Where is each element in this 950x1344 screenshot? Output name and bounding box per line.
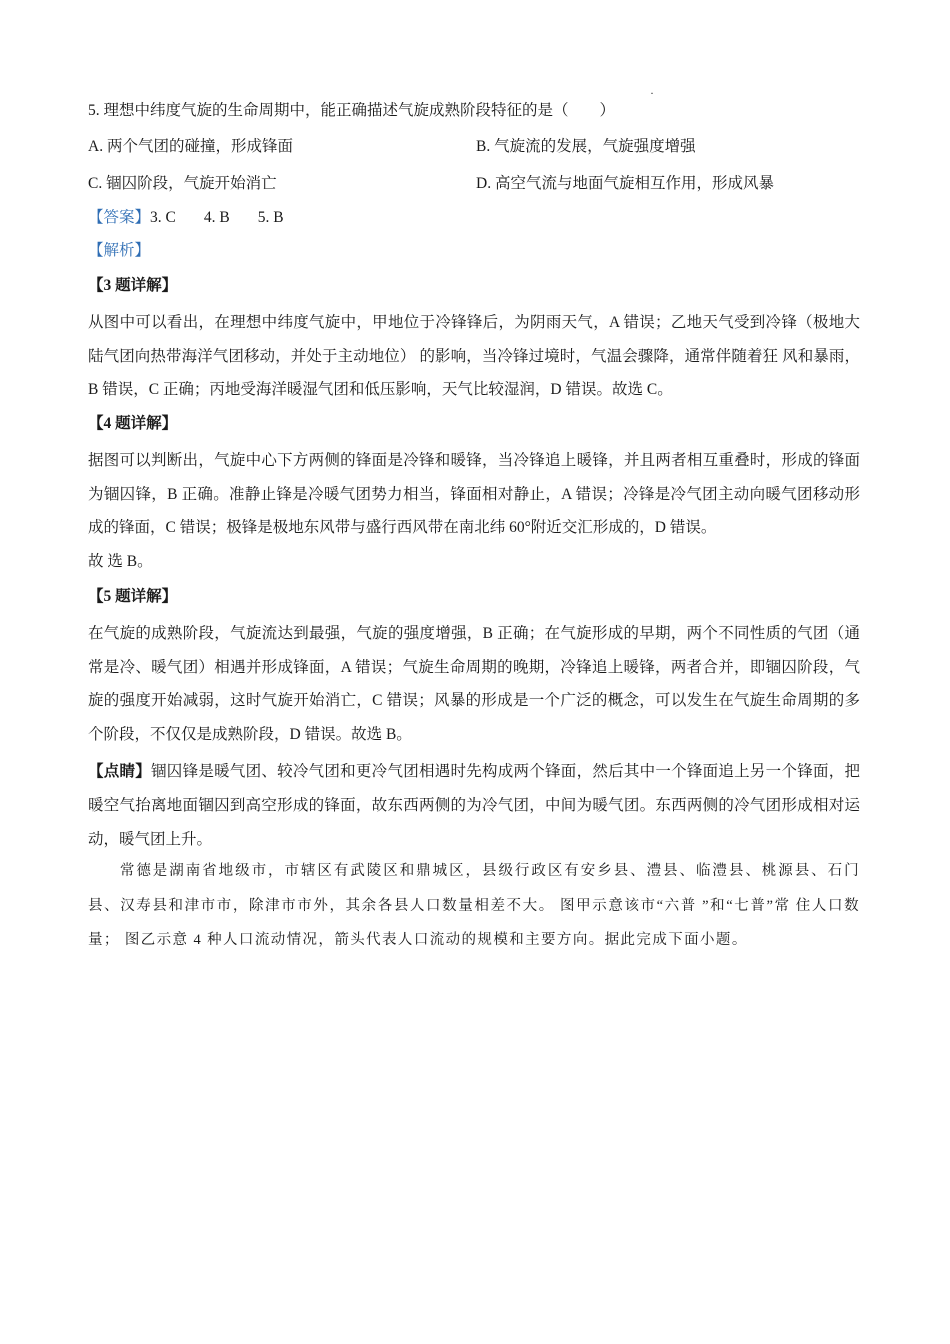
option-b: B. 气旋流的发展，气旋强度增强 xyxy=(476,138,696,155)
answer-line xyxy=(88,208,284,228)
answer-4: 4. B xyxy=(203,209,230,226)
answer-3: 3. C xyxy=(150,209,176,226)
answer-tag: 【答案】 xyxy=(88,209,151,226)
detail-4-text: 据图可以判断出，气旋中心下方两侧的锋面是冷锋和暖锋，当冷锋追上暖锋，并且两者相互重叠时，形成的锋面为锢囚锋，B 正确。准静止锋是冷暖气团势力相当，锋面相对静止，A 错误；冷锋是冷气团主动向暖气团移动形成的锋面，C 错误；极锋是极地东风带与盛行西风带在南北纬 60°附近交汇形成的，D 错误。 xyxy=(88,452,860,536)
option-a: A. 两个气团的碰撞，形成锋面 xyxy=(88,138,293,155)
analysis-tag: 【解析】 xyxy=(88,242,151,259)
option-d: D. 高空气流与地面气旋相互作用，形成风暴 xyxy=(476,175,774,192)
detail-3-text: 从图中可以看出，在理想中纬度气旋中，甲地位于冷锋锋后，为阴雨天气，A 错误；乙地天气受到冷锋（极地大陆气团向热带海洋气团移动，并处于主动地位） 的影响，当冷锋过境时，气温会骤降，通常伴随着狂 风和暴雨，B 错误，C 正确；丙地受海洋暖湿气团和低压影响，天气比较湿润，D 错误。故选 C。 xyxy=(88,314,860,398)
detail-3-heading: 【3 题详解】 xyxy=(88,277,178,294)
detail-4-heading: 【4 题详解】 xyxy=(88,415,178,432)
answer-5: 5. B xyxy=(257,209,284,226)
next-material-paragraph: 常德是湖南省地级市，市辖区有武陵区和鼎城区，县级行政区有安乡县、澧县、临澧县、桃源县、石门县、汉寿县和津市市，除津市市外，其余各县人口数量相差不大。 图甲示意该市“六普 ”和“七普”常 住人口数量； 图乙示意 4 种人口流动情况，箭头代表人口流动的规模和主要方向。据此完成下面小题。 xyxy=(88,863,860,948)
detail-4-tail: 故 选 B。 xyxy=(88,553,153,570)
dianjing-text: 锢囚锋是暖气团、较冷气团和更冷气团相遇时先构成两个锋面，然后其中一个锋面追上另一个锋面，把暖空气抬离地面锢囚到高空形成的锋面，故东西两侧的为冷气团，中间为暖气团。东西两侧的冷气团形成相对运动，暖气团上升。 xyxy=(88,763,860,848)
dianjing-block xyxy=(88,755,860,857)
option-c: C. 锢囚阶段，气旋开始消亡 xyxy=(88,175,277,192)
question-5-stem: 5. 理想中纬度气旋的生命周期中，能正确描述气旋成熟阶段特征的是（ ） xyxy=(88,102,616,119)
detail-5-heading: 【5 题详解】 xyxy=(88,588,178,605)
detail-5-text: 在气旋的成熟阶段，气旋流达到最强，气旋的强度增强，B 正确；在气旋形成的早期，两个不同性质的气团（通常是冷、暖气团）相遇并形成锋面，A 错误；气旋生命周期的晚期，冷锋追上暖锋，两者合并，即锢囚阶段，气旋的强度开始减弱，这时气旋开始消亡，C 错误；风暴的形成是一个广泛的概念，可以发生在气旋生命周期的多个阶段，不仅仅是成熟阶段，D 错误。故选 B。 xyxy=(88,625,860,743)
dianjing-tag: 【点睛】 xyxy=(88,763,152,780)
stray-dot: · xyxy=(650,86,654,100)
